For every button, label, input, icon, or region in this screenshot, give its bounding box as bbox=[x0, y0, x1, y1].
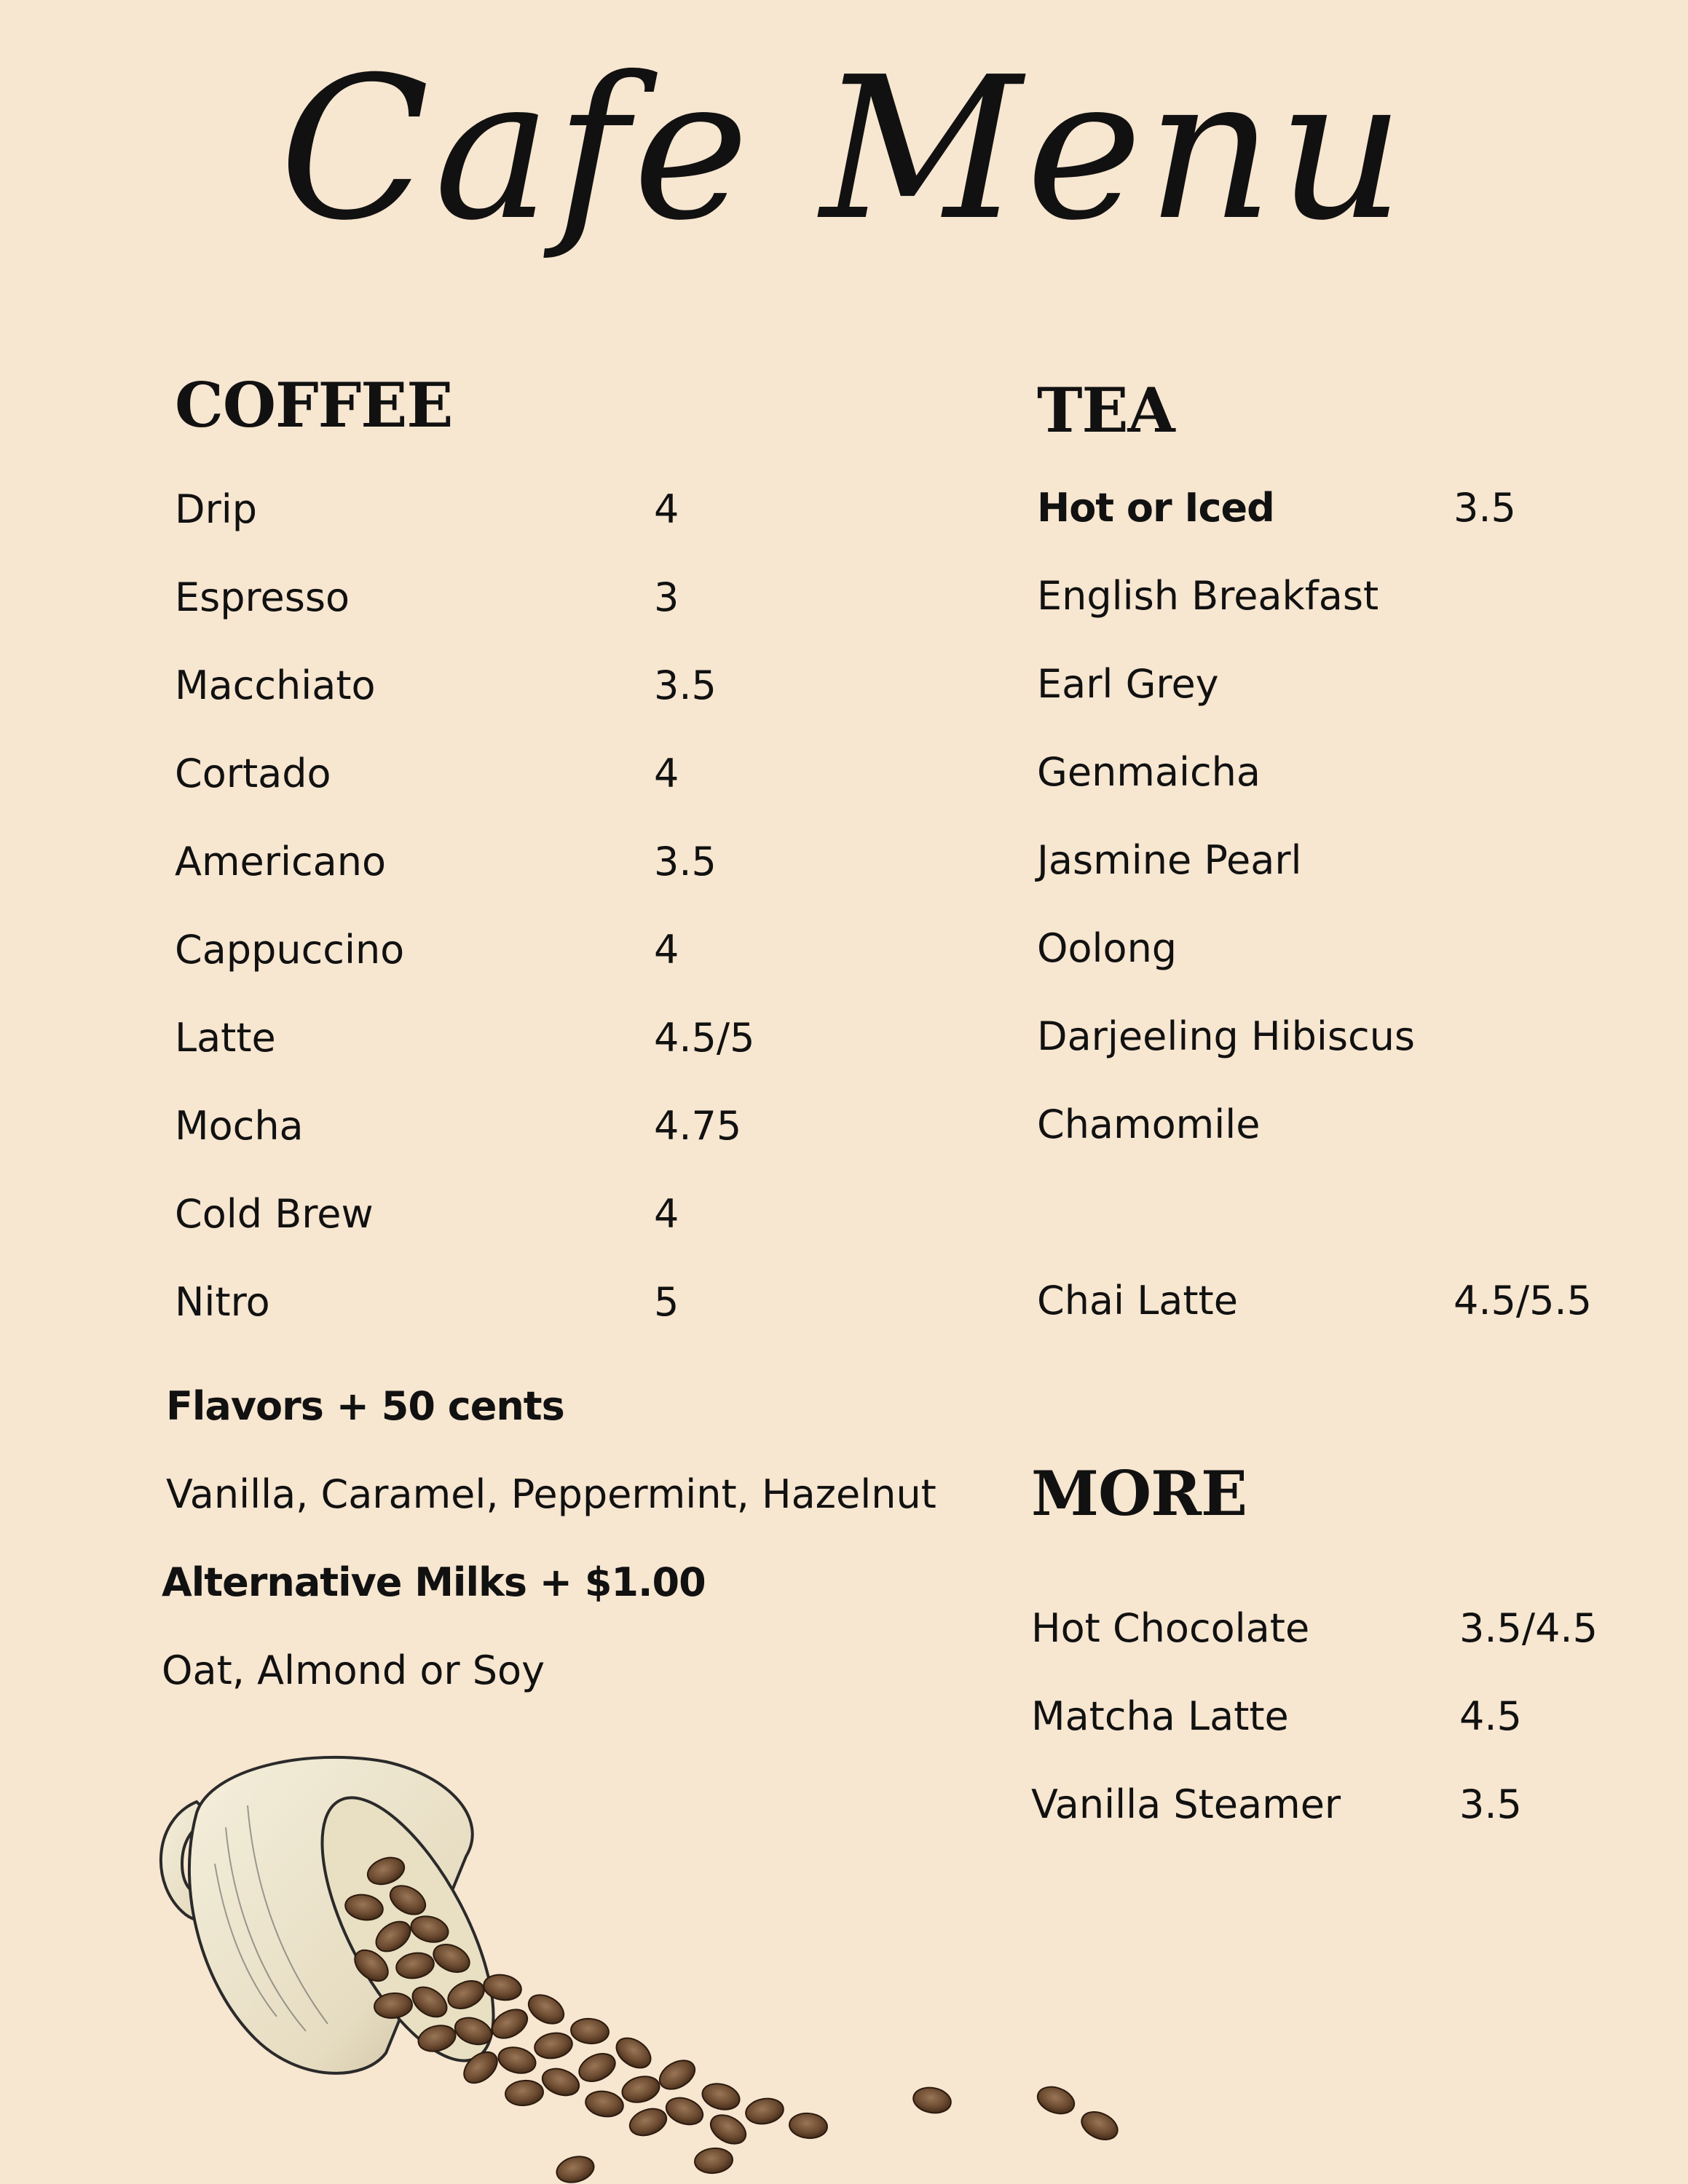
flavors-list: Vanilla, Caramel, Peppermint, Hazelnut bbox=[166, 1471, 936, 1517]
page-title: Cafe Menu bbox=[279, 34, 1409, 264]
item-price: 3 bbox=[654, 574, 679, 620]
alternative-milks-label: Alternative Milks + $1.00 bbox=[162, 1559, 706, 1605]
menu-item bbox=[175, 1097, 801, 1155]
coffee-cup-illustration bbox=[146, 1718, 1165, 2184]
item-name: Cappuccino bbox=[175, 927, 405, 973]
menu-item bbox=[175, 1273, 801, 1332]
item-price: 4.75 bbox=[654, 1103, 742, 1149]
item-name: English Breakfast bbox=[1037, 573, 1379, 619]
item-name: Hot Chocolate bbox=[1031, 1605, 1310, 1651]
menu-item bbox=[175, 921, 801, 979]
tea-heading: TEA bbox=[1037, 374, 1175, 446]
item-name: Drip bbox=[175, 486, 258, 532]
item-price: 5 bbox=[654, 1279, 679, 1325]
alternative-milks-list: Oat, Almond or Soy bbox=[162, 1647, 545, 1693]
item-name: Macchiato bbox=[175, 662, 376, 708]
menu-item bbox=[175, 480, 801, 539]
item-price: 4.5/5 bbox=[654, 1015, 755, 1061]
menu-item bbox=[175, 569, 801, 627]
item-price: 4 bbox=[654, 751, 679, 796]
item-price: 4 bbox=[654, 486, 679, 532]
item-price: 3.5 bbox=[1454, 485, 1516, 531]
menu-item bbox=[1037, 479, 1671, 537]
item-name: Genmaicha bbox=[1037, 749, 1261, 795]
coffee-heading: COFFEE bbox=[175, 369, 453, 441]
item-name: Jasmine Pearl bbox=[1037, 837, 1302, 883]
item-price: 3.5 bbox=[654, 662, 717, 708]
more-heading: MORE bbox=[1031, 1457, 1247, 1530]
item-name: Nitro bbox=[175, 1279, 270, 1325]
item-name: Chamomile bbox=[1037, 1101, 1261, 1147]
item-price: 4.5/5.5 bbox=[1454, 1278, 1592, 1324]
menu-item bbox=[175, 657, 801, 715]
item-price: 3.5/4.5 bbox=[1459, 1605, 1598, 1651]
menu-item bbox=[1037, 1272, 1671, 1330]
item-name: Chai Latte bbox=[1037, 1278, 1238, 1324]
item-price: 3.5 bbox=[1459, 1781, 1522, 1827]
menu-item bbox=[175, 833, 801, 891]
item-name: Oolong bbox=[1037, 925, 1178, 971]
item-name: Cortado bbox=[175, 751, 331, 796]
menu-item bbox=[175, 1185, 801, 1243]
item-name: Mocha bbox=[175, 1103, 304, 1149]
item-name: Espresso bbox=[175, 574, 350, 620]
item-name: Matcha Latte bbox=[1031, 1693, 1289, 1739]
item-name: Earl Grey bbox=[1037, 661, 1219, 707]
item-name: Cold Brew bbox=[175, 1191, 374, 1237]
item-name: Vanilla Steamer bbox=[1031, 1781, 1341, 1827]
item-name: Americano bbox=[175, 839, 387, 885]
flavors-label: Flavors + 50 cents bbox=[166, 1383, 564, 1429]
item-price: 4.5 bbox=[1459, 1693, 1522, 1739]
item-price: 4 bbox=[654, 927, 679, 973]
item-name: Hot or Iced bbox=[1037, 485, 1274, 531]
menu-item bbox=[1031, 1599, 1672, 1658]
item-name: Darjeeling Hibiscus bbox=[1037, 1013, 1416, 1059]
item-price: 3.5 bbox=[654, 839, 717, 885]
menu-item bbox=[175, 1009, 801, 1067]
item-price: 4 bbox=[654, 1191, 679, 1237]
menu-item bbox=[175, 745, 801, 803]
item-name: Latte bbox=[175, 1015, 276, 1061]
